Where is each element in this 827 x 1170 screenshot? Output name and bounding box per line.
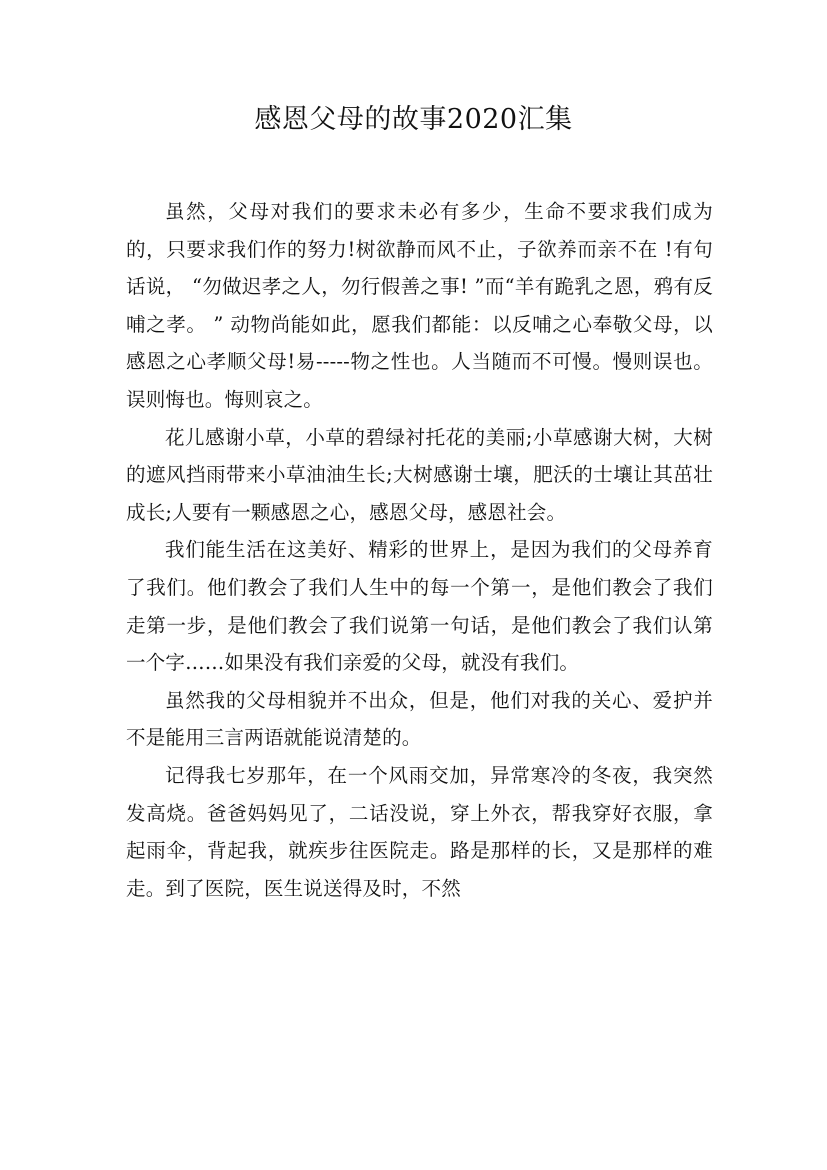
paragraph-3: 我们能生活在这美好、精彩的世界上，是因为我们的父母养育了我们。他们教会了我们人生中的每一个第一，是他们教会了我们走第一步，是他们教会了我们说第一句话，是他们教会了我们认第一个字……如果没有我们亲爱的父母，就没有我们。: [126, 538, 713, 675]
paragraph-5: 记得我七岁那年，在一个风雨交加，异常寒冷的冬夜，我突然发高烧。爸爸妈妈见了，二话没说，穿上外衣，帮我穿好衣服，拿起雨伞，背起我，就疾步往医院走。路是那样的长，又是那样的难走。到了医院，医生说送得及时，不然: [126, 763, 713, 900]
paragraph-4: 虽然我的父母相貌并不出众，但是，他们对我的关心、爱护并不是能用三言两语就能说清楚的。: [126, 688, 713, 750]
page-title: 感恩父母的故事2020汇集: [254, 104, 573, 135]
paragraph-1: 虽然，父母对我们的要求未必有多少，生命不要求我们成为的，只要求我们作的努力!树欲静而风不止，子欲养而亲不在 !有句话说， “勿做迟孝之人，勿行假善之事! ”而“羊有跪乳之恩，鸦有反哺之孝。 ” 动物尚能如此，愿我们都能：以反哺之心奉敬父母，以感恩之心孝顺父母!易-----物之性也。人当随而不可慢。慢则误也。误则悔也。悔则哀之。: [126, 200, 713, 411]
paragraph-2: 花儿感谢小草，小草的碧绿衬托花的美丽;小草感谢大树，大树的遮风挡雨带来小草油油生长;大树感谢士壤，肥沃的士壤让其茁壮成长;人要有一颗感恩之心，感恩父母，感恩社会。: [126, 425, 713, 524]
document-body: [126, 193, 713, 907]
